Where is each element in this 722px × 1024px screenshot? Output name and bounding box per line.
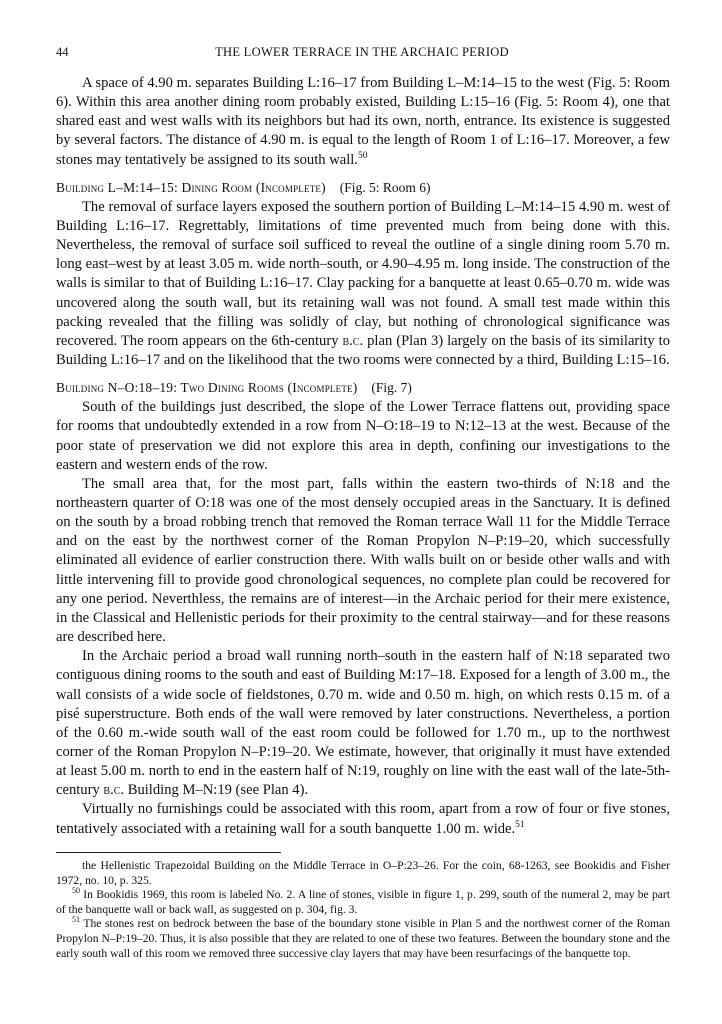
running-head: THE LOWER TERRACE IN THE ARCHAIC PERIOD [215,45,509,59]
paragraph-text: A space of 4.90 m. separates Building L:16–17 from Building L–M:14–15 to the west (Fig. 5: Room 6). Within this area another dining room probably existed, Building L:15–16 (Fig. 5: Room 4), one that shared east and west walls with its neighbors but had its own, north, entrance. Its existence is suggested by several factors. The distance of 4.90 m. is equal to the length of Room 1 of L:16–17. Moreover, a few stones may tentatively be assigned to its south wall. [56,75,670,168]
paragraph-text: The removal of surface layers exposed the southern portion of Building L–M:14–15 4.90 m. west of Building L:16–17. Regrettably, limitations of time prevented much from being done with this. Nevertheless, the removal of surface soil sufficed to reveal the outline of a single dining room 5.70 m. long east–west by at least 3.05 m. wide north–south, or 4.90–4.95 m. long inside. The construction of the walls is similar to that of Building L:16–17. Clay packing for a banquette at least 0.65–0.70 m. wide was uncovered along the south wall, but its retaining wall was not found. A small test made within this packing revealed that the filling was solidly of clay, but nothing of chronological significance was recovered. The room appears on the 6th-century [56,198,670,349]
footnote-divider [56,852,281,853]
footnote-text: The stones rest on bedrock between the base of the boundary stone visible in Plan 5 and the northwest corner of the Roman Propylon N–P:19–20. Thus, it is also possible that they are related to one of these two features. Between the boundary stone and the early south wall of this room we removed three successive clay layers that may have been resurfacings of the banquette top. [56,917,670,960]
paragraph [56,800,670,838]
paragraph-text: In the Archaic period a broad wall running north–south in the eastern half of N:18 separated two contiguous dining rooms to the south and east of Building M:17–18. Exposed for a length of 3.00 m., the wall consists of a wide socle of fieldstones, 0.70 m. wide and 0.50 m. high, on which rests 0.15 m. of a pisé superstructure. Both ends of the wall were removed by later constructions. Nevertheless, a portion of the 0.60 m.-wide south wall of the east room could be followed for 1.70 m., up to the northwest corner of the Roman Propylon N–P:19–20. We estimate, however, that originally it must have extended at least 5.00 m. north to end in the eastern half of N:19, roughly on line with the east wall of the late-5th-century [56,648,670,799]
section-heading [56,178,670,197]
footnote-ref[interactable]: 50 [357,150,368,161]
heading-title: Building L–M:14–15: Dining Room (Incomplete) [56,179,326,195]
footnote-number: 51 [72,915,80,925]
figure-ref: (Fig. 7) [371,380,412,396]
section-heading [56,378,670,397]
footnote [56,888,670,917]
footnote-ref[interactable]: 51 [515,819,525,830]
paragraph: South of the buildings just described, the slope of the Lower Terrace flattens out, providing space for rooms that undoubtedly extended in a row from N–O:18–19 to N:12–13 at the west. Because of the poor state of preservation we did not explore this area in depth, confining our investigations to the eastern and western ends of the row. [56,399,670,473]
footnote-continued: the Hellenistic Trapezoidal Building on the Middle Terrace in O–P:23–26. For the coin, 68-1263, see Bookidis and Fisher 1972, no. 10, p. 325. [56,859,670,887]
figure-ref: (Fig. 5: Room 6) [339,179,431,195]
era-abbrev: b.c. [342,332,364,349]
paragraph-text: Building M–N:19 (see Plan 4). [127,782,309,799]
heading-title: Building N–O:18–19: Two Dining Rooms (Incomplete) [56,380,358,396]
paragraph [56,74,670,170]
paragraph: The small area that, for the most part, falls within the eastern two-thirds of N:18 and the northeastern quarter of O:18 was one of the most densely occupied areas in the Sanctuary. It is defined on the south by a broad robbing trench that removed the Roman terrace Wall 11 for the Middle Terrace and on the east by the northwest corner of the Roman Propylon N–P:19–20, which successfully eliminated all evidence of earlier construction there. With walls built on or beside other walls and with little intervening fill to provide good chronological sequences, no complete plan could be recovered for any one period. Neverthless, the remains are of interest—in the Archaic period for their mere existence, in the Classical and Hellenistic periods for their proximity to the central stairway—and for these reasons are described here. [56,475,670,646]
footnote-text: In Bookidis 1969, this room is labeled No. 2. A line of stones, visible in figure 1, p. 299, south of the numeral 2, may be part of the banquette wall or back wall, as suggested on p. 304, fig. 3. [56,888,670,916]
paragraph-text: Virtually no furnishings could be associated with this room, apart from a row of four or five stones, tentatively associated with a retaining wall for a south banquette 1.00 m. wide. [56,801,670,837]
main-text [56,74,670,839]
paragraph-text: plan (Plan 3) largely on the basis of its similarity to Building L:16–17 and on the likelihood that the two rooms were connected by a third, Building L:15–16. [56,332,671,369]
footnotes [56,859,670,961]
footnote-number: 50 [72,886,80,896]
footnote [56,917,670,961]
page-header [56,44,668,60]
page-number: 44 [56,45,69,59]
era-abbrev: b.c. [103,782,125,799]
paragraph [56,647,670,800]
paragraph [56,198,670,370]
